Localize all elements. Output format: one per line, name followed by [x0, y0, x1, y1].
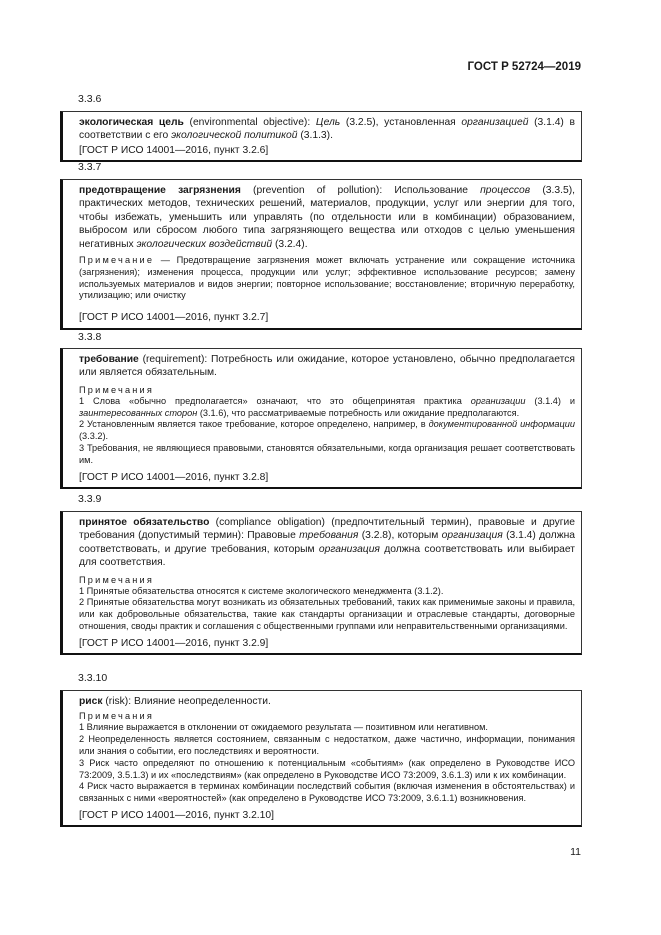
source-reference: [ГОСТ Р ИСО 14001—2016, пункт 3.2.8] — [79, 471, 269, 483]
source-reference: [ГОСТ Р ИСО 14001—2016, пункт 3.2.10] — [79, 809, 274, 821]
source-reference: [ГОСТ Р ИСО 14001—2016, пункт 3.2.7] — [79, 312, 269, 324]
note-item: 3 Требования, не являющиеся правовыми, становятся обязательными, когда организация решает соответствовать им. — [79, 443, 575, 465]
notes-label: Примечания — [79, 384, 155, 395]
term-definition: экологическая цель (environmental objective): Цель (3.2.5), установленная организацией (3.1.4) в соответствии с его экологической политикой (3.1.3). — [79, 117, 576, 142]
note-item: 1 Принятые обязательства относятся к системе экологического менеджмента (3.1.2). — [79, 585, 444, 596]
page-number: 11 — [570, 846, 581, 858]
term-definition: требование (requirement): Потребность или ожидание, которое установлено, обычно предполагается или является обязательным. — [79, 354, 575, 379]
notes-label: Примечания — [79, 574, 155, 585]
term-definition: риск (risk): Влияние неопределенности. — [79, 696, 271, 707]
term-entry-3-3-8 — [60, 348, 582, 489]
term-entry-3-3-7 — [60, 179, 582, 330]
term-definition: предотвращение загрязнения (prevention of pollution): Использование процессов (3.3.5), практических методов, технических решений, материалов, продукции, услуг или энергии для того, чтобы избежать, уменьшить или управлять (по отдельности или в комбинации) образованием, выбросом или сбросом любого типа загрязняющего вещества или отходов с целью уменьшения негативных экологических воздействий (3.2.4). — [79, 185, 575, 250]
note-item: 4 Риск часто выражается в терминах комбинации последствий события (включая изменения в обстоятельствах) и связанных с ними «вероятностей» (как определено в Руководстве ИСО 73:2009, 3.6.1.1) возникновения. — [79, 781, 575, 804]
note-item: 2 Принятые обязательства могут возникать из обязательных требований, таких как применимые законы и правила, или как добровольные обязательства, такие как стандарты организации и отраслевые стандарты, договорные отношения, своды практик и соглашения с общественными группами или неправительственными организациями. — [79, 597, 575, 632]
note-text: — Предотвращение загрязнения может включать устранение или сокращение источника (загрязнения); изменения процесса, продукции или услуг; эффективное использование ресурсов; замену используемых материалов и видов энергии; повторное использование; восстановление; вторичную переработку, утилизацию; или очистку — [79, 255, 575, 301]
notes-label: Примечания — [79, 711, 155, 722]
source-reference: [ГОСТ Р ИСО 14001—2016, пункт 3.2.9] — [79, 637, 269, 649]
source-reference: [ГОСТ Р ИСО 14001—2016, пункт 3.2.6] — [79, 144, 269, 156]
term-entry-3-3-10 — [60, 690, 582, 827]
note-item: 2 Неопределенность является состоянием, связанным с недостатком, даже частично, информации, понимания или знания о событии, его последствиях и вероятности. — [79, 734, 575, 756]
note-label: Примечание — [79, 255, 155, 266]
term-entry-3-3-6 — [60, 111, 582, 162]
entry-number: 3.3.10 — [78, 672, 108, 684]
entry-number: 3.3.7 — [78, 161, 102, 173]
document-code: ГОСТ Р 52724—2019 — [467, 61, 581, 73]
note-item: 2 Установленным является такое требование, которое определено, например, в документированной информации (3.3.2). — [79, 419, 576, 442]
term-note — [79, 255, 575, 302]
term-entry-3-3-9 — [60, 511, 582, 655]
note-item: 3 Риск часто определяют по отношению к потенциальным «событиям» (как определено в Руководстве ИСО 73:2009, 3.5.1.3) и их «последствиям» (как определено в Руководстве ИСО 73:2009, 3.6.1.3) или к их комбинации. — [79, 757, 575, 780]
note-item: 1 Влияние выражается в отклонении от ожидаемого результата — позитивном или негативном. — [79, 722, 488, 733]
entry-number: 3.3.8 — [78, 331, 102, 343]
note-item: 1 Слова «обычно предполагается» означают, что это общепринятая практика организации (3.1.4) и заинтересованных сторон (3.1.6), что рассматриваемые потребность или ожидание предполагаются. — [79, 395, 575, 418]
entry-number: 3.3.9 — [78, 493, 102, 505]
entry-number: 3.3.6 — [78, 93, 102, 105]
term-definition: принятое обязательство (compliance obligation) (предпочтительный термин), правовые и другие требования (допустимый термин): Правовые требования (3.2.8), которым организация (3.1.4) должна соответствовать, и другие требования, которым организация должна соответствовать или выбирает для соответствия. — [79, 517, 575, 569]
